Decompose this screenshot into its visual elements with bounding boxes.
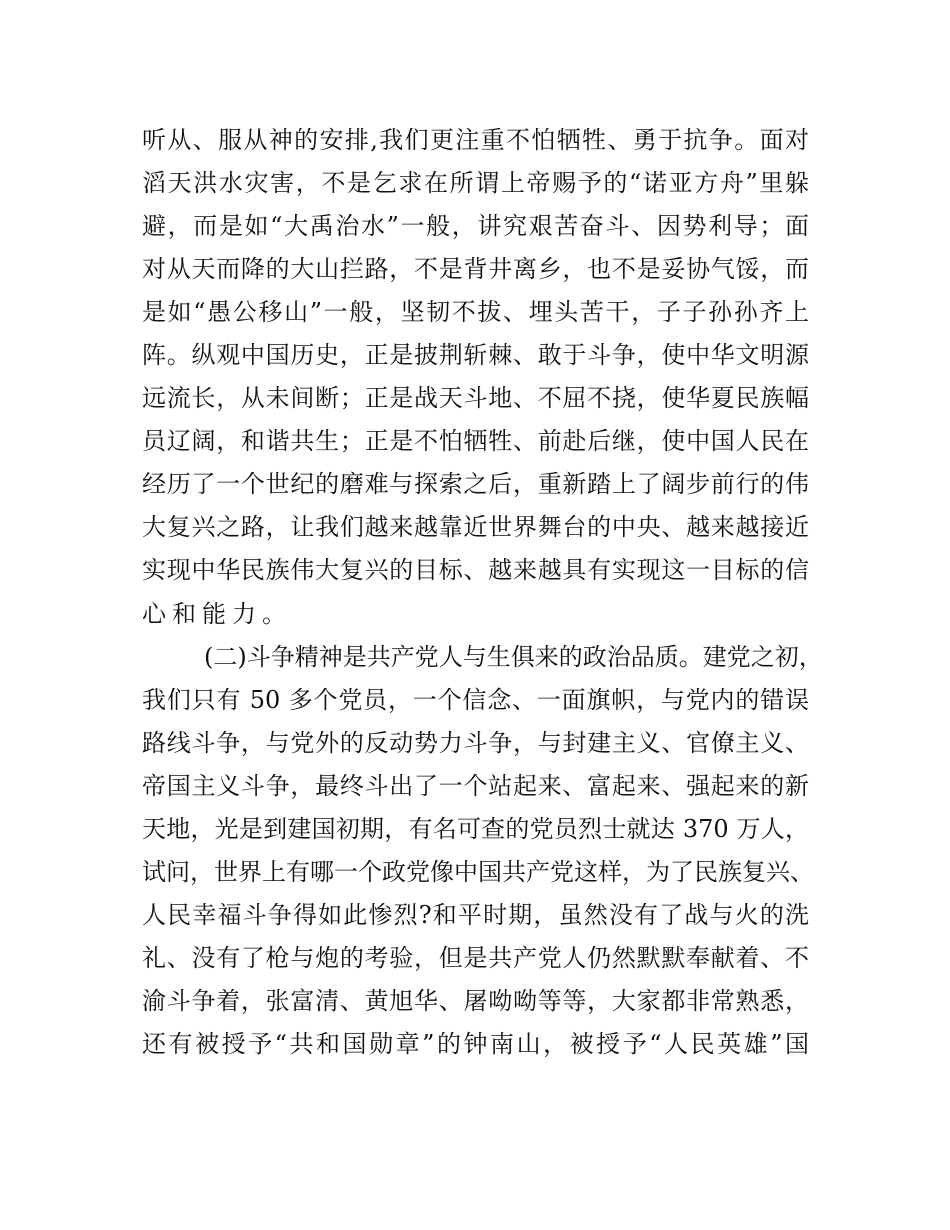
text-line: 是如“愚公移山”一般，坚韧不拔、埋头苦干，子子孙孙齐上 xyxy=(142,298,809,327)
body-text xyxy=(142,119,823,1066)
text-line: 对从天而降的大山拦路，不是背井离乡，也不是妥协气馁，而 xyxy=(142,255,809,284)
text-line: 我们只有 50 多个党员，一个信念、一面旗帜，与党内的错误 xyxy=(142,685,809,714)
text-line: 路线斗争，与党外的反动势力斗争，与封建主义、官僚主义、 xyxy=(142,728,809,757)
text-line: 大复兴之路，让我们越来越靠近世界舞台的中央、越来越接近 xyxy=(142,513,809,542)
text-line: 渝斗争着，张富清、黄旭华、屠呦呦等等，大家都非常熟悉， xyxy=(142,986,809,1015)
text-line: 避，而是如“大禹治水”一般，讲究艰苦奋斗、因势利导；面 xyxy=(142,212,809,241)
text-line: 远流长，从未间断；正是战天斗地、不屈不挠，使华夏民族幅 xyxy=(142,384,809,413)
text-line: 人民幸福斗争得如此惨烈?和平时期，虽然没有了战与火的洗 xyxy=(142,900,809,929)
text-line: 还有被授予“共和国勋章”的钟南山，被授予“人民英雄”国 xyxy=(142,1029,809,1058)
paragraph-2 xyxy=(142,636,823,1066)
text-line: 阵。纵观中国历史，正是披荆斩棘、敢于斗争，使中华文明源 xyxy=(142,341,809,370)
text-line: 滔天洪水灾害，不是乞求在所谓上帝赐予的“诺亚方舟”里躲 xyxy=(142,169,809,198)
text-line: 员辽阔，和谐共生；正是不怕牺牲、前赴后继，使中国人民在 xyxy=(142,427,809,456)
text-line: 心和能力。 xyxy=(142,599,292,628)
text-line: 礼、没有了枪与炮的考验，但是共产党人仍然默默奉献着、不 xyxy=(142,943,809,972)
paragraph-1 xyxy=(142,119,809,636)
section-heading-line: (二)斗争精神是共产党人与生俱来的政治品质。建党之初， xyxy=(204,642,823,671)
text-line: 听从、服从神的安排,我们更注重不怕牺牲、勇于抗争。面对 xyxy=(142,126,809,154)
text-line: 帝国主义斗争，最终斗出了一个站起来、富起来、强起来的新 xyxy=(142,771,809,800)
text-line: 天地，光是到建国初期，有名可查的党员烈士就达 370 万人， xyxy=(142,814,809,843)
text-line: 经历了一个世纪的磨难与探索之后，重新踏上了阔步前行的伟 xyxy=(142,470,809,499)
text-line: 试问，世界上有哪一个政党像中国共产党这样，为了民族复兴、 xyxy=(142,857,814,886)
text-line: 实现中华民族伟大复兴的目标、越来越具有实现这一目标的信 xyxy=(142,556,809,585)
